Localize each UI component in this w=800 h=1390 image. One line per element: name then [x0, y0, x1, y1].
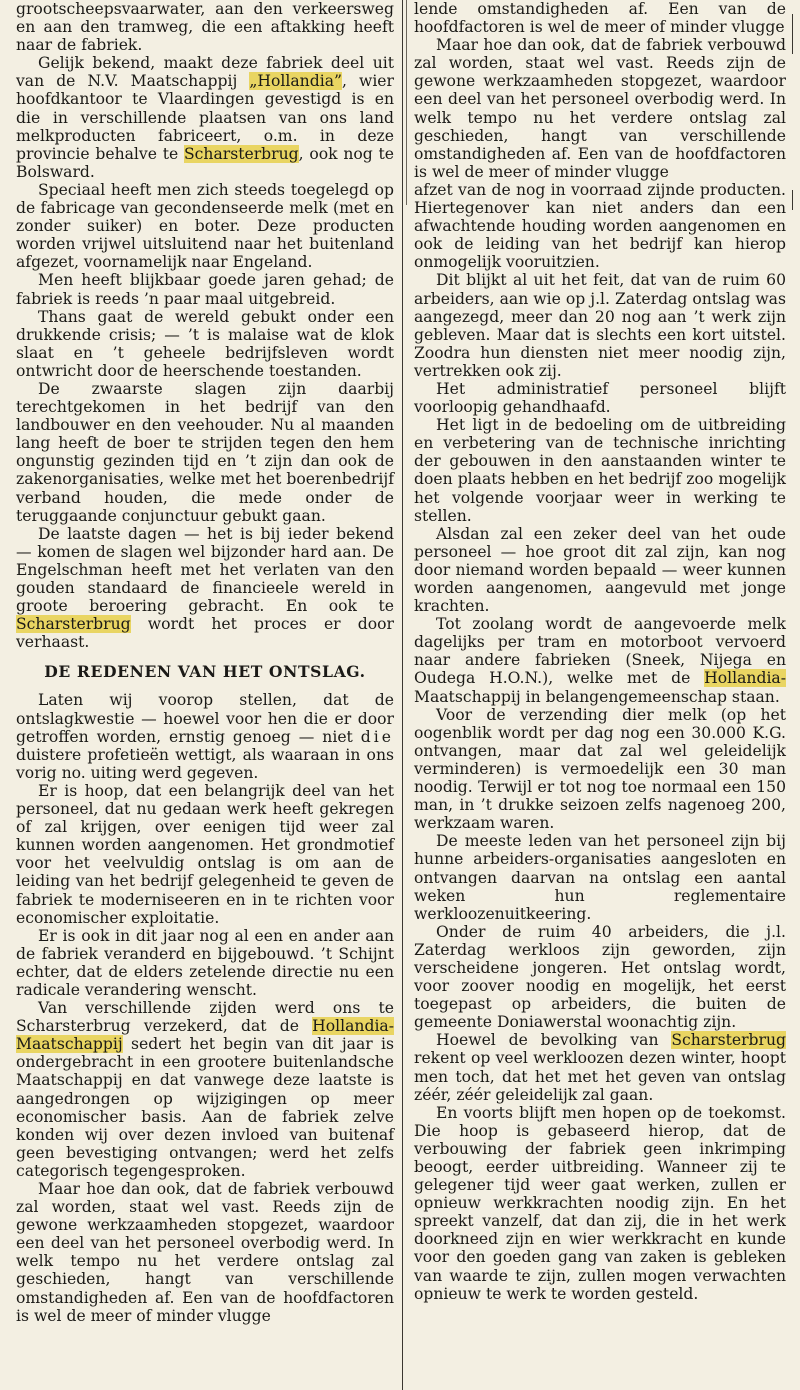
- paragraph: [16, 54, 394, 181]
- text-segment: Maatschappij in belangengemeenschap staan.: [414, 687, 780, 706]
- paragraph: [16, 525, 394, 652]
- highlighted-term: „Hollandia”: [249, 72, 342, 91]
- paragraph: Alsdan zal een zeker deel van het oude personeel — hoe groot dit zal zijn, kan nog door niemand worden bepaald — weer kunnen worden aangenomen, aangevuld met jonge krachten.: [414, 524, 786, 616]
- paragraph: Er is ook in dit jaar nog al een en ander aan de fabriek veranderd en bijgebouwd. ’t Schijnt echter, dat de elders zetelende directie nu een radicale verandering wenscht.: [16, 926, 394, 999]
- paragraph: Thans gaat de wereld gebukt onder een drukkende crisis; — ’t is malaise wat de klok slaat en ’t geheele bedrijfsleven wordt ontwricht door de heerschende toestanden.: [16, 307, 394, 380]
- paragraph: lende omstandigheden af. Een van de hoofdfactoren is wel de meer of minder vlugge: [414, 0, 786, 37]
- paragraph: Speciaal heeft men zich steeds toegelegd op de fabricage van gecondenseerde melk (met en zonder suiker) en boter. Deze producten worden vrijwel uitsluitend naar het buitenland afgezet, voornamelijk naar Engeland.: [16, 180, 394, 272]
- paragraph: Dit blijkt al uit het feit, dat van de ruim 60 arbeiders, aan wie op j.l. Zaterdag ontslag was aangezegd, meer dan 20 nog aan ’t werk zijn gebleven. Maar dat is slechts een kort uitstel. Zoodra hun diensten niet meer noodig zijn, vertrekken ook zij.: [414, 271, 786, 380]
- paragraph: Men heeft blijkbaar goede jaren gehad; de fabriek is reeds ’n paar maal uitgebreid.: [16, 271, 394, 308]
- right-column: [414, 0, 786, 1390]
- paragraph: Onder de ruim 40 arbeiders, die j.l. Zaterdag werkloos zijn geworden, zijn verscheidene jongeren. Het ontslag wordt, voor zoover noodig en mogelijk, het eerst toegepast op arbeiders, die buiten de gemeente Doniawerstal woonachtig zijn.: [414, 922, 786, 1032]
- paragraph: Maar hoe dan ook, dat de fabriek verbouwd zal worden, staat wel vast. Reeds zijn de gewone werkzaamheden stopgezet, waardoor een deel van het personeel overbodig werd. In welk tempo nu het verdere ontslag zal geschieden, hangt van verschillende omstandigheden af. Een van de hoofdfactoren is wel de meer of minder vlugge: [16, 1180, 394, 1325]
- text-segment: rekent op veel werkloozen dezen winter, hoopt men toch, dat het met het geven van ontslag zéér, zéér geleidelijk zal gaan.: [414, 1049, 786, 1104]
- paragraph: Maar hoe dan ook, dat de fabriek verbouwd zal worden, staat wel vast. Reeds zijn de gewone werkzaamheden stopgezet, waardoor een deel van het personeel overbodig werd. In welk tempo nu het verdere ontslag zal geschieden, hangt van verschillende omstandigheden af. Een van de hoofdfactoren is wel de meer of minder vlugge: [414, 36, 786, 181]
- text-segment: Laten wij voorop stellen, dat de ontslagkwestie — hoewel voor hen die er door getroffen worden, ernstig genoeg — niet: [16, 691, 394, 746]
- highlighted-term: Hollandia-: [704, 669, 786, 688]
- column-rule: [402, 0, 403, 1390]
- text-segment: Hoewel de bevolking van: [436, 1031, 672, 1050]
- paragraph: [16, 999, 394, 1180]
- text-segment: , ook nog te Bolsward.: [16, 144, 394, 181]
- left-column: [16, 0, 394, 1390]
- paragraph: [414, 1031, 786, 1103]
- text-segment: Van verschillende zijden werd ons te Scharsterbrug verzekerd, dat de: [16, 999, 394, 1036]
- text-segment: wordt het proces er door verhaast.: [16, 615, 394, 652]
- paragraph: Voor de verzending dier melk (op het oogenblik wordt per dag nog een 30.000 K.G. ontvangen, maar dat zal wel geleidelijk verminderen) is vermoedelijk een 30 man noodig. Terwijl er tot nog toe normaal een 150 man, in ’t drukke seizoen zelfs nagenoeg 200, werkzaam waren.: [414, 705, 786, 833]
- text-segment: , wier hoofdkantoor te Vlaardingen gevestigd is en die in verschillende plaatsen van ons land melkproducten fabriceert, o.m. in deze provincie behalve te: [16, 72, 394, 163]
- paragraph: [414, 615, 786, 705]
- paragraph: Er is hoop, dat een belangrijk deel van het personeel, dat nu gedaan werk heeft gekregen of zal krijgen, over eenigen tijd weer zal kunnen worden aangenomen. Het grondmotief voor het veelvuldig ontslag is om aan de leiding van het bedrijf gelegenheid te geven de fabriek te moderniseeren en in te richten voor economischer exploitatie.: [16, 781, 394, 927]
- text-segment: Tot zoolang wordt de aangevoerde melk dagelijks per tram en motorboot vervoerd naar andere fabrieken (Sneek, Nijega en Oudega H.O.N.), welke met de: [414, 615, 786, 688]
- column-rule-inner: [406, 0, 407, 205]
- paragraph: grootscheepsvaarwater, aan den verkeersweg en aan den tramweg, die een aftakking heeft naar de fabriek.: [16, 0, 394, 55]
- section-heading: DE REDENEN VAN HET ONTSLAG.: [44, 662, 366, 682]
- spaced-emphasis: die: [360, 727, 394, 746]
- clipping-edge: [792, 14, 793, 54]
- text-segment: duistere profetieën wettigt, als waaraan in ons vorig no. uiting werd gegeven.: [16, 745, 394, 782]
- paragraph: Het ligt in de bedoeling om de uitbreiding en verbetering van de technische inrichting der gebouwen in den aanstaanden winter te doen plaats hebben en het bedrijf zoo mogelijk het volgende voorjaar weer in werking te stellen.: [414, 416, 786, 525]
- paragraph: En voorts blijft men hopen op de toekomst. Die hoop is gebaseerd hierop, dat de verbouwing der fabriek geen inkrimping beoogt, eerder uitbreiding. Wanneer zij te gelegener tijd weer gaat werken, zullen er opnieuw werkkrachten noodig zijn. En het spreekt vanzelf, dat dan zij, die in het werk doorkneed zijn en wier werkkracht en kunde voor den goeden gang van zaken is gebleken van waarde te zijn, zullen mogen verwachten opnieuw te werk te worden gesteld.: [414, 1103, 786, 1303]
- paragraph: De meeste leden van het personeel zijn bij hunne arbeiders-organisaties aangesloten en ontvangen daarvan na ontslag een aantal weken hun reglementaire werkloozenuitkeering.: [414, 832, 786, 923]
- paragraph: [16, 691, 394, 781]
- highlighted-term: Scharsterbrug: [671, 1031, 786, 1050]
- paragraph: afzet van de nog in voorraad zijnde producten. Hiertegenover kan niet anders dan een afwachtende houding worden aangenomen en ook de leiding van het bedrijf kan hierop onmogelijk vooruitzien.: [414, 180, 786, 272]
- text-segment: De laatste dagen — het is bij ieder bekend — komen de slagen wel bijzonder hard aan. De Engelschman heeft met het verlaten van den gouden standaard de financieele wereld in groote beroering gebracht. En ook te: [16, 524, 394, 616]
- text-segment: sedert het begin van dit jaar is ondergebracht in een grootere buitenlandsche Maatschappij en dat vanwege deze laatste is aangedrongen op wijzigingen op meer economischer basis. Aan de fabriek zelve konden wij over dezen invloed van buitenaf geen bevestiging ontvangen; werd het zelfs categorisch tegengesproken.: [16, 1035, 394, 1180]
- clipping-edge: [792, 190, 793, 210]
- paragraph: De zwaarste slagen zijn daarbij terechtgekomen in het bedrijf van den landbouwer en den veehouder. Nu al maanden lang heeft de boer te strijden tegen den hem ongunstig gezinden tijd en ’t zijn dan ook de zakenorganisaties, welke met het boerenbedrijf verband houden, die mede onder de teruggaande conjunctuur gebukt gaan.: [16, 379, 394, 525]
- highlighted-term: Scharsterbrug: [16, 615, 131, 634]
- highlighted-term: Hollandia-Maatschappij: [16, 1017, 394, 1054]
- paragraph: Het administratief personeel blijft voorloopig gehandhaafd.: [414, 379, 786, 417]
- highlighted-term: Scharsterbrug: [183, 144, 299, 163]
- text-segment: Gelijk bekend, maakt deze fabriek deel uit van de N.V. Maatschappij: [16, 54, 394, 91]
